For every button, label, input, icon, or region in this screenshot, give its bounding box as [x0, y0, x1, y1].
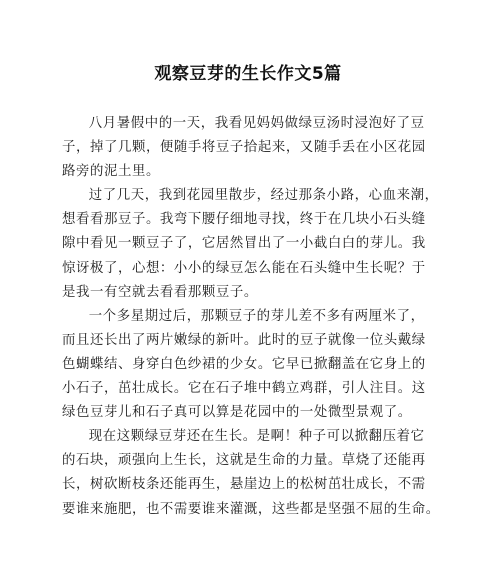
paragraph-line: 惊讶极了，心想：小小的绿豆怎么能在石头缝中生长呢？于	[62, 260, 426, 276]
paragraph-3	[62, 305, 436, 425]
document-title: 观察豆芽的生长作文5篇	[154, 64, 342, 84]
document-body	[62, 112, 440, 522]
paragraph-line: 一个多星期过后，那颗豆子的芽儿差不多有两厘米了，	[88, 308, 425, 324]
paragraph-1	[62, 112, 436, 184]
paragraph-line: 路旁的泥土里。	[62, 164, 160, 180]
paragraph-line: 色蝴蝶结、身穿白色纱裙的少女。它早已掀翻盖在它身上的	[62, 356, 426, 372]
paragraph-line: 是我一有空就去看看那颗豆子。	[62, 284, 258, 300]
paragraph-2	[62, 184, 439, 304]
paragraph-4	[62, 425, 440, 521]
paragraph-line: 现在这颗绿豆芽还在生长。是啊！种子可以掀翻压着它	[88, 429, 425, 445]
paragraph-line: 要谁来施肥，也不需要谁来灌溉，这些都是坚强不屈的生命。	[62, 501, 440, 517]
paragraph-line: 绿色豆芽儿和石子真可以算是花园中的一处微型景观了。	[62, 405, 412, 421]
paragraph-line: 小石子，茁壮成长。它在石子堆中鹤立鸡群，引人注目。这	[62, 381, 426, 397]
paragraph-line: 想看看那豆子。我弯下腰仔细地寻找，终于在几块小石头缝	[62, 212, 426, 228]
paragraph-line: 隙中看见一颗豆子了，它居然冒出了一小截白白的芽儿。我	[62, 236, 426, 252]
paragraph-line: 长，树砍断枝条还能再生，悬崖边上的松树茁壮成长，不需	[62, 477, 426, 493]
paragraph-line: 而且还长出了两片嫩绿的新叶。此时的豆子就像一位头戴绿	[62, 332, 426, 348]
paragraph-line: 的石块，顽强向上生长，这就是生命的力量。草烧了还能再	[62, 453, 426, 469]
paragraph-line: 过了几天，我到花园里散步，经过那条小路，心血来潮，	[88, 188, 439, 204]
paragraph-line: 八月暑假中的一天，我看见妈妈做绿豆汤时浸泡好了豆	[88, 116, 425, 131]
paragraph-line: 子，掉了几颗，便随手将豆子拾起来，又随手丢在小区花园	[62, 140, 426, 156]
